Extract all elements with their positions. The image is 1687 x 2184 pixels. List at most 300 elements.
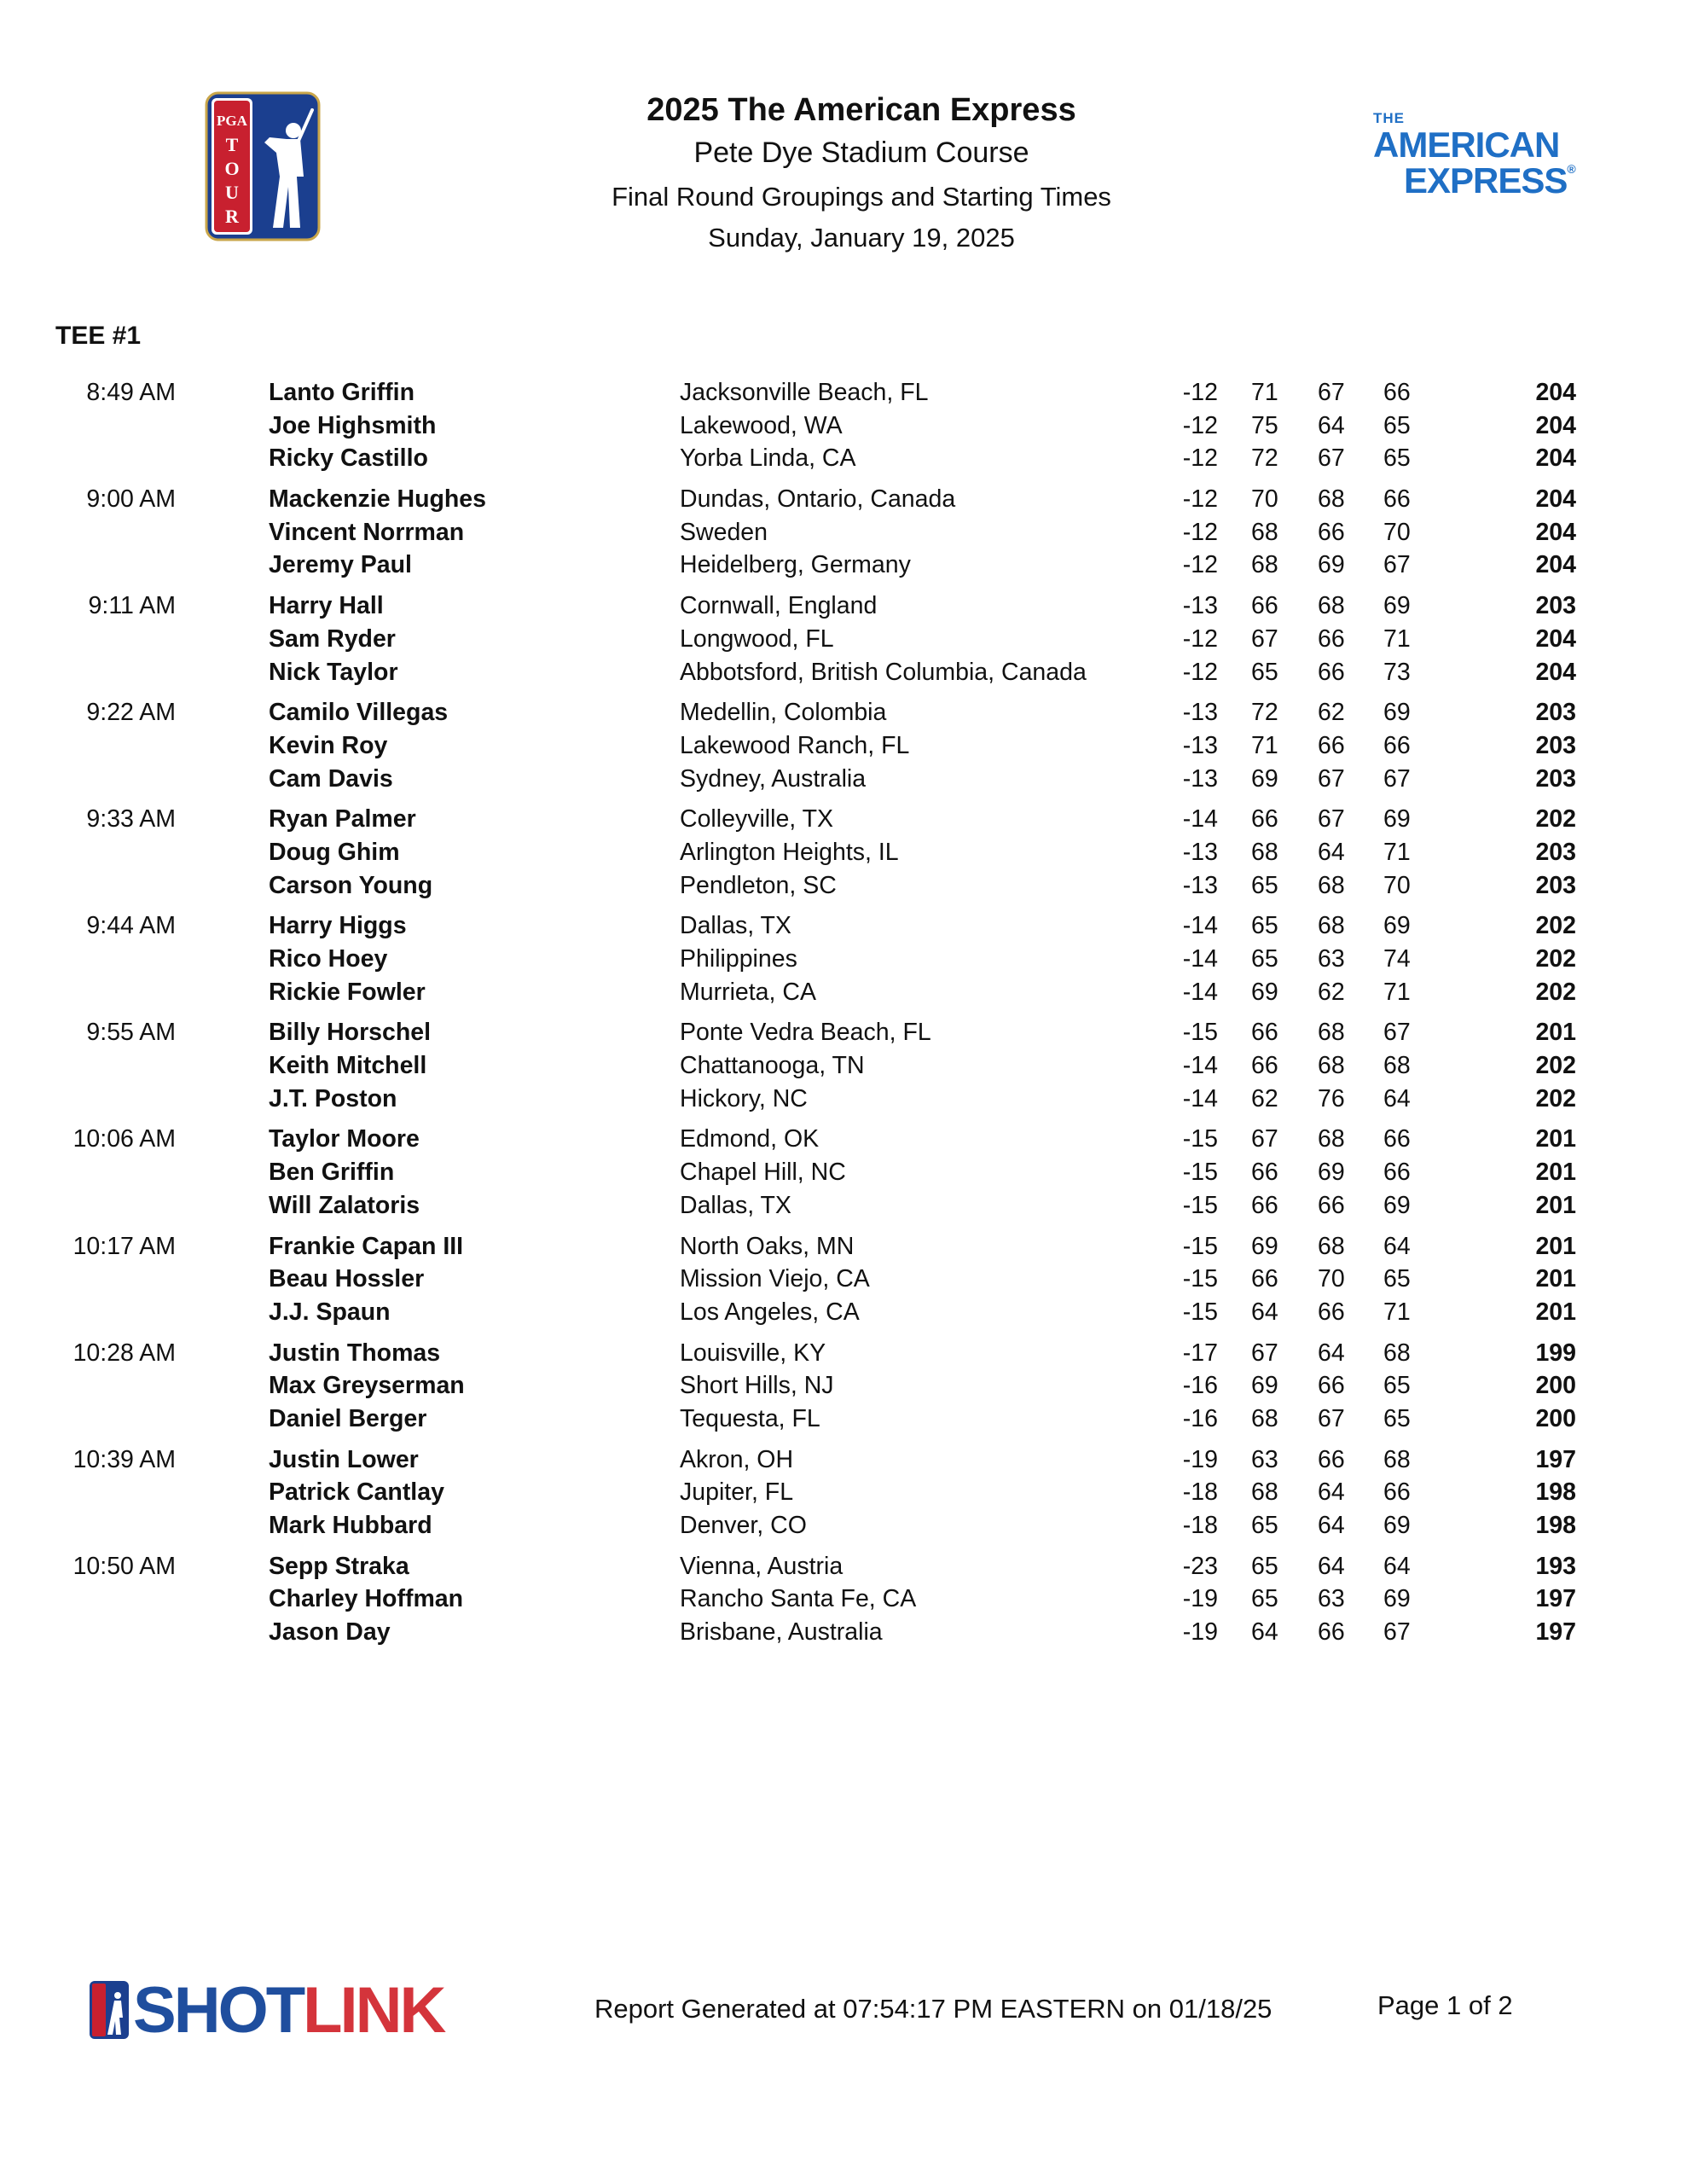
total-score: 203	[1535, 838, 1576, 866]
score-to-par: -13	[1182, 731, 1218, 759]
round-3-score: 71	[1383, 978, 1411, 1006]
player-name: Mackenzie Hughes	[269, 485, 486, 514]
round-3-score: 71	[1383, 1298, 1411, 1326]
tee-time: 9:00 AM	[86, 485, 176, 514]
round-1-score: 68	[1251, 518, 1278, 546]
tee-time: 10:06 AM	[72, 1125, 176, 1153]
round-2-score: 76	[1318, 1084, 1345, 1112]
score-to-par: -16	[1182, 1372, 1218, 1400]
svg-text:PGA: PGA	[217, 113, 247, 129]
round-subtitle: Final Round Groupings and Starting Times	[612, 182, 1111, 212]
player-location: Philippines	[680, 945, 797, 973]
tee-time-group	[0, 1336, 1687, 1435]
tee-time: 10:50 AM	[72, 1552, 176, 1580]
round-2-score: 64	[1318, 1478, 1345, 1507]
player-location: Colleyville, TX	[680, 805, 834, 834]
round-3-score: 70	[1383, 518, 1411, 546]
table-row	[0, 868, 1687, 902]
table-row	[0, 1443, 1687, 1476]
round-3-score: 64	[1383, 1552, 1411, 1580]
player-location: Dallas, TX	[680, 1191, 791, 1219]
total-score: 200	[1535, 1404, 1576, 1432]
table-row	[0, 1015, 1687, 1048]
player-name: Will Zalatoris	[269, 1191, 420, 1219]
tee-time-group	[0, 1015, 1687, 1114]
player-name: Vincent Norrman	[269, 518, 465, 546]
player-location: Chattanooga, TN	[680, 1052, 865, 1080]
shotlink-word-shot: SHOT	[133, 1974, 304, 2047]
round-3-score: 69	[1383, 1191, 1411, 1219]
table-row	[0, 975, 1687, 1008]
total-score: 203	[1535, 699, 1576, 727]
round-3-score: 69	[1383, 912, 1411, 940]
score-to-par: -14	[1182, 1084, 1218, 1112]
score-to-par: -19	[1182, 1585, 1218, 1613]
round-2-score: 68	[1318, 592, 1345, 620]
total-score: 201	[1535, 1159, 1576, 1187]
page-number: Page 1 of 2	[1377, 1990, 1513, 2020]
player-name: Patrick Cantlay	[269, 1478, 444, 1507]
total-score: 204	[1535, 518, 1576, 546]
round-3-score: 64	[1383, 1232, 1411, 1260]
round-3-score: 69	[1383, 699, 1411, 727]
player-location: Lakewood, WA	[680, 411, 843, 439]
tee-time-group	[0, 1443, 1687, 1542]
round-2-score: 66	[1318, 731, 1345, 759]
score-to-par: -12	[1182, 551, 1218, 579]
total-score: 199	[1535, 1339, 1576, 1367]
player-location: Sydney, Australia	[680, 764, 867, 793]
round-1-score: 67	[1251, 1339, 1278, 1367]
player-name: Lanto Griffin	[269, 379, 415, 406]
table-row	[0, 695, 1687, 729]
table-row	[0, 409, 1687, 442]
score-to-par: -13	[1182, 592, 1218, 620]
score-to-par: -15	[1182, 1265, 1218, 1293]
round-1-score: 69	[1251, 978, 1278, 1006]
score-to-par: -12	[1182, 485, 1218, 514]
table-row	[0, 548, 1687, 581]
tee-label: TEE #1	[55, 322, 142, 350]
player-location: Los Angeles, CA	[680, 1298, 860, 1326]
player-name: Justin Thomas	[269, 1339, 441, 1367]
tee-time-group	[0, 1122, 1687, 1221]
round-3-score: 65	[1383, 411, 1411, 439]
table-row	[0, 1582, 1687, 1615]
player-location: Lakewood Ranch, FL	[680, 731, 910, 759]
player-name: Kevin Roy	[269, 731, 388, 759]
player-location: Abbotsford, British Columbia, Canada	[680, 658, 1087, 686]
table-row	[0, 1475, 1687, 1508]
round-3-score: 66	[1383, 1159, 1411, 1187]
round-1-score: 71	[1251, 731, 1278, 759]
round-2-score: 66	[1318, 624, 1345, 653]
round-2-score: 64	[1318, 1552, 1345, 1580]
player-name: Rico Hoey	[269, 945, 388, 973]
table-row	[0, 589, 1687, 622]
total-score: 193	[1535, 1552, 1576, 1580]
score-to-par: -19	[1182, 1618, 1218, 1647]
round-2-score: 67	[1318, 444, 1345, 473]
score-to-par: -14	[1182, 1052, 1218, 1080]
tee-time-group	[0, 1549, 1687, 1648]
round-3-score: 66	[1383, 379, 1411, 406]
player-location: Heidelberg, Germany	[680, 551, 911, 579]
table-row	[0, 1048, 1687, 1082]
round-1-score: 62	[1251, 1084, 1278, 1112]
table-row	[0, 1082, 1687, 1115]
round-3-score: 69	[1383, 1512, 1411, 1539]
round-2-score: 69	[1318, 1159, 1345, 1187]
score-to-par: -15	[1182, 1125, 1218, 1153]
player-location: Sweden	[680, 518, 768, 546]
total-score: 197	[1535, 1618, 1576, 1647]
tee-time-group	[0, 589, 1687, 688]
round-3-score: 66	[1383, 731, 1411, 759]
round-1-score: 64	[1251, 1618, 1278, 1647]
tee-time: 9:22 AM	[86, 699, 176, 727]
round-1-score: 63	[1251, 1445, 1278, 1473]
tee-time-group	[0, 802, 1687, 901]
score-to-par: -15	[1182, 1159, 1218, 1187]
player-location: Hickory, NC	[680, 1084, 808, 1112]
score-to-par: -12	[1182, 658, 1218, 686]
round-1-score: 65	[1251, 945, 1278, 973]
round-1-score: 65	[1251, 912, 1278, 940]
event-date: Sunday, January 19, 2025	[708, 223, 1015, 253]
player-name: Sam Ryder	[269, 624, 396, 653]
round-1-score: 72	[1251, 444, 1278, 473]
amex-logo-line1: AMERICAN	[1373, 125, 1560, 165]
tee-time-group	[0, 695, 1687, 794]
round-3-score: 69	[1383, 805, 1411, 834]
score-to-par: -13	[1182, 699, 1218, 727]
player-location: Murrieta, CA	[680, 978, 816, 1006]
player-location: Pendleton, SC	[680, 871, 837, 899]
total-score: 197	[1535, 1445, 1576, 1473]
tee-time: 9:33 AM	[86, 805, 176, 834]
round-3-score: 65	[1383, 1372, 1411, 1400]
round-2-score: 70	[1318, 1265, 1345, 1293]
round-1-score: 66	[1251, 1191, 1278, 1219]
table-row	[0, 1262, 1687, 1295]
round-3-score: 64	[1383, 1084, 1411, 1112]
total-score: 200	[1535, 1372, 1576, 1400]
round-3-score: 69	[1383, 1585, 1411, 1613]
player-name: Max Greyserman	[269, 1372, 465, 1400]
round-2-score: 67	[1318, 805, 1345, 834]
player-location: Rancho Santa Fe, CA	[680, 1585, 917, 1613]
round-2-score: 67	[1318, 764, 1345, 793]
round-2-score: 62	[1318, 978, 1345, 1006]
player-name: Justin Lower	[269, 1445, 419, 1473]
player-name: Carson Young	[269, 871, 433, 899]
round-1-score: 65	[1251, 658, 1278, 686]
player-location: Jupiter, FL	[680, 1478, 794, 1507]
table-row	[0, 1615, 1687, 1648]
player-location: Ponte Vedra Beach, FL	[680, 1019, 931, 1047]
table-row	[0, 375, 1687, 409]
player-location: Edmond, OK	[680, 1125, 820, 1153]
table-row	[0, 482, 1687, 515]
player-name: Beau Hossler	[269, 1265, 425, 1293]
tee-time: 10:17 AM	[72, 1232, 176, 1260]
total-score: 202	[1535, 1084, 1576, 1112]
table-row	[0, 942, 1687, 975]
player-name: Camilo Villegas	[269, 699, 449, 727]
round-2-score: 62	[1318, 699, 1345, 727]
round-1-score: 65	[1251, 1585, 1278, 1613]
round-3-score: 65	[1383, 1265, 1411, 1293]
table-row	[0, 1295, 1687, 1328]
score-to-par: -23	[1182, 1552, 1218, 1580]
round-1-score: 65	[1251, 1552, 1278, 1580]
total-score: 204	[1535, 624, 1576, 653]
round-3-score: 67	[1383, 764, 1411, 793]
round-3-score: 66	[1383, 485, 1411, 514]
table-row	[0, 729, 1687, 762]
score-to-par: -16	[1182, 1404, 1218, 1432]
total-score: 203	[1535, 731, 1576, 759]
round-3-score: 67	[1383, 551, 1411, 579]
amex-logo-the: THE	[1373, 110, 1405, 126]
round-2-score: 66	[1318, 1372, 1345, 1400]
total-score: 201	[1535, 1019, 1576, 1047]
round-1-score: 67	[1251, 1125, 1278, 1153]
round-2-score: 66	[1318, 1618, 1345, 1647]
player-location: Chapel Hill, NC	[680, 1159, 846, 1187]
player-location: Arlington Heights, IL	[680, 838, 899, 866]
round-3-score: 68	[1383, 1339, 1411, 1367]
round-2-score: 68	[1318, 1125, 1345, 1153]
round-1-score: 66	[1251, 1019, 1278, 1047]
american-express-logo	[1373, 110, 1575, 200]
tee-time: 10:39 AM	[72, 1445, 176, 1473]
player-location: Jacksonville Beach, FL	[680, 379, 929, 406]
round-2-score: 68	[1318, 871, 1345, 899]
player-name: Jason Day	[269, 1618, 391, 1647]
player-name: Frankie Capan III	[269, 1232, 464, 1260]
score-to-par: -19	[1182, 1445, 1218, 1473]
total-score: 201	[1535, 1265, 1576, 1293]
player-location: Brisbane, Australia	[680, 1618, 883, 1647]
score-to-par: -14	[1182, 805, 1218, 834]
round-1-score: 68	[1251, 1478, 1278, 1507]
player-location: Akron, OH	[680, 1445, 794, 1473]
round-2-score: 68	[1318, 485, 1345, 514]
player-name: Harry Hall	[269, 592, 384, 620]
round-1-score: 66	[1251, 592, 1278, 620]
round-3-score: 74	[1383, 945, 1411, 973]
player-name: Ben Griffin	[269, 1159, 395, 1187]
table-row	[0, 802, 1687, 835]
table-row	[0, 1508, 1687, 1542]
round-3-score: 73	[1383, 658, 1411, 686]
table-row	[0, 1549, 1687, 1583]
table-row	[0, 1336, 1687, 1369]
table-row	[0, 441, 1687, 474]
player-location: Vienna, Austria	[680, 1552, 844, 1580]
course-name: Pete Dye Stadium Course	[693, 136, 1029, 169]
round-1-score: 72	[1251, 699, 1278, 727]
round-1-score: 64	[1251, 1298, 1278, 1326]
round-2-score: 66	[1318, 1191, 1345, 1219]
table-row	[0, 1402, 1687, 1435]
round-2-score: 64	[1318, 1339, 1345, 1367]
player-name: Taylor Moore	[269, 1125, 420, 1153]
table-row	[0, 655, 1687, 688]
table-row	[0, 622, 1687, 655]
player-name: Daniel Berger	[269, 1404, 427, 1432]
player-name: Ryan Palmer	[269, 805, 416, 834]
player-name: J.J. Spaun	[269, 1298, 391, 1326]
player-name: Billy Horschel	[269, 1019, 432, 1047]
total-score: 201	[1535, 1191, 1576, 1219]
tee-time-group	[0, 482, 1687, 581]
total-score: 202	[1535, 1052, 1576, 1080]
total-score: 204	[1535, 485, 1576, 514]
total-score: 202	[1535, 912, 1576, 940]
total-score: 201	[1535, 1298, 1576, 1326]
score-to-par: -15	[1182, 1191, 1218, 1219]
round-2-score: 67	[1318, 379, 1345, 406]
svg-text:R: R	[225, 206, 239, 227]
table-row	[0, 762, 1687, 795]
amex-logo-line2: EXPRESS	[1404, 160, 1568, 200]
round-1-score: 68	[1251, 838, 1278, 866]
round-2-score: 66	[1318, 658, 1345, 686]
score-to-par: -12	[1182, 411, 1218, 439]
total-score: 204	[1535, 551, 1576, 579]
round-1-score: 70	[1251, 485, 1278, 514]
tee-time-group	[0, 909, 1687, 1008]
player-location: Tequesta, FL	[680, 1404, 820, 1432]
round-2-score: 64	[1318, 411, 1345, 439]
page-title: 2025 The American Express	[646, 92, 1076, 128]
round-2-score: 68	[1318, 912, 1345, 940]
player-location: Mission Viejo, CA	[680, 1265, 870, 1293]
player-name: Nick Taylor	[269, 658, 398, 686]
round-2-score: 64	[1318, 1512, 1345, 1539]
player-location: Cornwall, England	[680, 592, 878, 620]
player-name: J.T. Poston	[269, 1084, 397, 1112]
total-score: 197	[1535, 1585, 1576, 1613]
svg-text:T: T	[225, 134, 239, 155]
svg-text:O: O	[224, 158, 240, 179]
player-name: Sepp Straka	[269, 1552, 409, 1580]
total-score: 204	[1535, 411, 1576, 439]
tee-time: 9:44 AM	[86, 912, 176, 940]
tee-time: 9:11 AM	[88, 592, 176, 620]
round-3-score: 66	[1383, 1478, 1411, 1507]
score-to-par: -15	[1182, 1232, 1218, 1260]
round-3-score: 65	[1383, 1404, 1411, 1432]
player-name: Charley Hoffman	[269, 1585, 464, 1613]
tee-time: 8:49 AM	[86, 379, 176, 406]
round-1-score: 68	[1251, 1404, 1278, 1432]
round-1-score: 69	[1251, 764, 1278, 793]
round-2-score: 63	[1318, 945, 1345, 973]
table-row	[0, 1155, 1687, 1188]
table-row	[0, 835, 1687, 868]
score-to-par: -12	[1182, 518, 1218, 546]
player-name: Doug Ghim	[269, 838, 400, 866]
score-to-par: -13	[1182, 871, 1218, 899]
player-location: Louisville, KY	[680, 1339, 826, 1367]
round-2-score: 68	[1318, 1232, 1345, 1260]
score-to-par: -14	[1182, 978, 1218, 1006]
round-1-score: 75	[1251, 411, 1278, 439]
tee-time: 10:28 AM	[72, 1339, 176, 1367]
player-name: Cam Davis	[269, 764, 393, 793]
tee-time-group	[0, 375, 1687, 474]
total-score: 204	[1535, 444, 1576, 473]
round-2-score: 64	[1318, 838, 1345, 866]
registered-mark-icon: ®	[1567, 162, 1575, 176]
shotlink-word-link: LINK	[303, 1974, 444, 2047]
round-2-score: 66	[1318, 1445, 1345, 1473]
score-to-par: -18	[1182, 1478, 1218, 1507]
score-to-par: -12	[1182, 624, 1218, 653]
total-score: 202	[1535, 805, 1576, 834]
score-to-par: -12	[1182, 379, 1218, 406]
total-score: 204	[1535, 379, 1576, 406]
round-3-score: 66	[1383, 1125, 1411, 1153]
player-name: Jeremy Paul	[269, 551, 412, 579]
table-row	[0, 1368, 1687, 1402]
round-2-score: 68	[1318, 1052, 1345, 1080]
tee-time-group	[0, 1229, 1687, 1328]
round-3-score: 69	[1383, 592, 1411, 620]
round-3-score: 71	[1383, 624, 1411, 653]
round-3-score: 70	[1383, 871, 1411, 899]
round-1-score: 66	[1251, 805, 1278, 834]
round-2-score: 63	[1318, 1585, 1345, 1613]
round-3-score: 67	[1383, 1618, 1411, 1647]
player-name: Harry Higgs	[269, 912, 407, 940]
score-to-par: -15	[1182, 1019, 1218, 1047]
round-3-score: 67	[1383, 1019, 1411, 1047]
total-score: 201	[1535, 1232, 1576, 1260]
player-name: Rickie Fowler	[269, 978, 426, 1006]
round-2-score: 68	[1318, 1019, 1345, 1047]
svg-text:U: U	[225, 182, 239, 203]
total-score: 204	[1535, 658, 1576, 686]
table-row	[0, 515, 1687, 549]
total-score: 203	[1535, 764, 1576, 793]
player-location: Denver, CO	[680, 1512, 807, 1539]
score-to-par: -14	[1182, 912, 1218, 940]
groupings-table	[0, 375, 1687, 1656]
player-name: Joe Highsmith	[269, 411, 437, 439]
round-3-score: 65	[1383, 444, 1411, 473]
round-2-score: 66	[1318, 1298, 1345, 1326]
total-score: 203	[1535, 871, 1576, 899]
round-1-score: 69	[1251, 1372, 1278, 1400]
round-1-score: 68	[1251, 551, 1278, 579]
player-location: North Oaks, MN	[680, 1232, 855, 1260]
player-location: Dallas, TX	[680, 912, 791, 940]
pga-tour-logo	[205, 91, 321, 241]
score-to-par: -18	[1182, 1512, 1218, 1539]
round-2-score: 66	[1318, 518, 1345, 546]
round-1-score: 66	[1251, 1159, 1278, 1187]
score-to-par: -14	[1182, 945, 1218, 973]
table-row	[0, 909, 1687, 942]
round-3-score: 68	[1383, 1445, 1411, 1473]
table-row	[0, 1229, 1687, 1263]
player-name: Mark Hubbard	[269, 1512, 432, 1539]
